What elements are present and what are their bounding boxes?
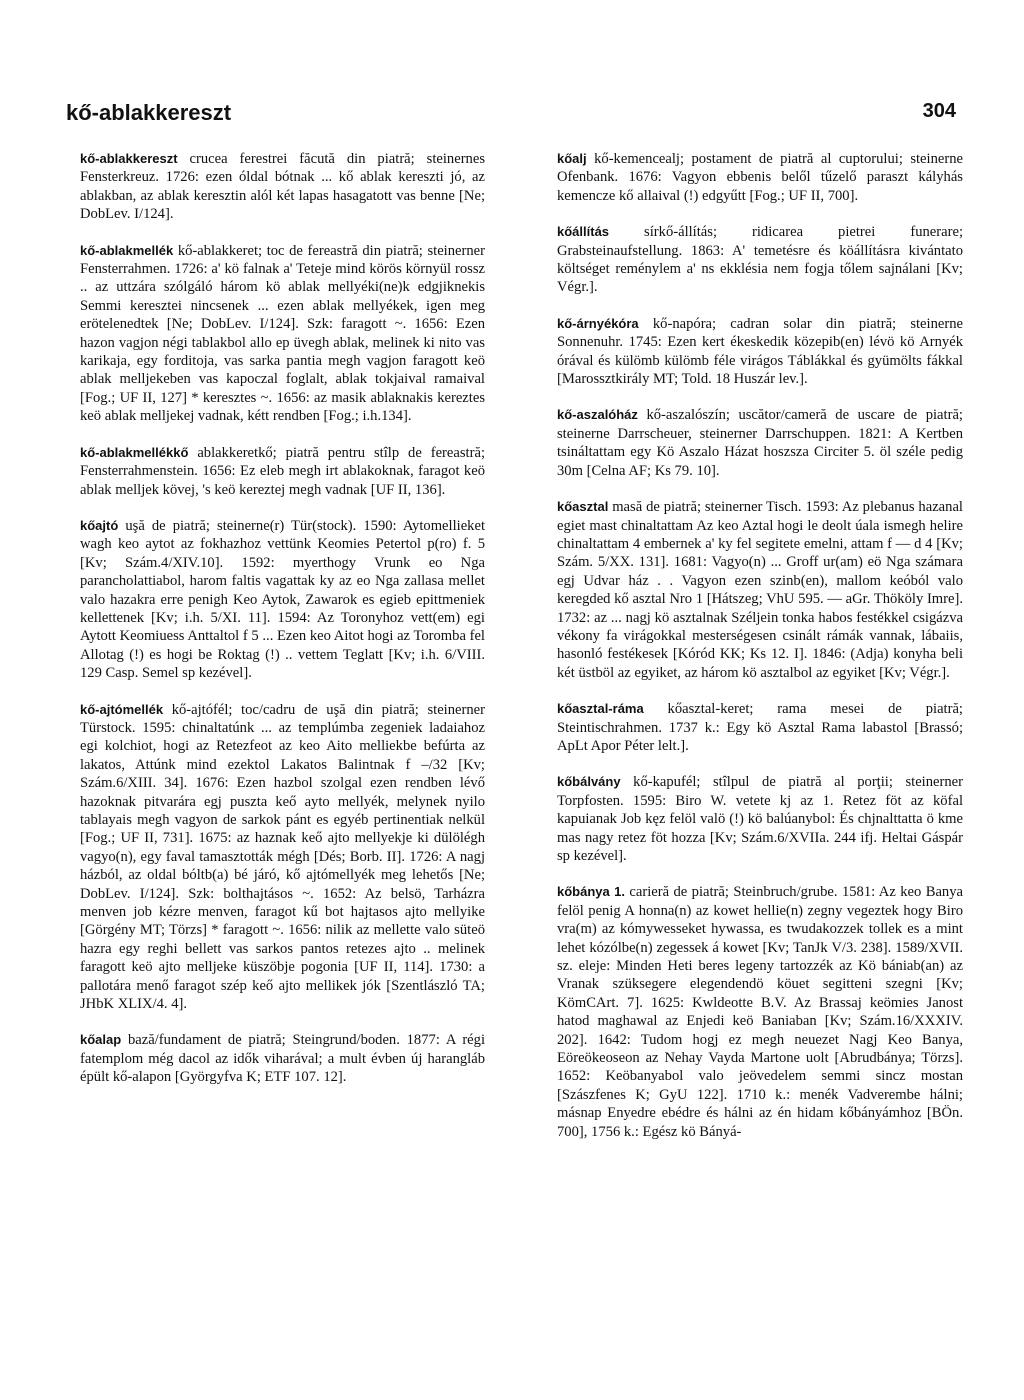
dictionary-entry [80, 701, 485, 1014]
entry-headword: kőalap [80, 1032, 122, 1048]
entry-headword: kőállítás [557, 224, 610, 240]
entry-text: kő-kemencealj; postament de piatră al cuptorului; steinerne Ofenbank. 1676: Vagyon ebbenis belől tűzelő paraszt kályhás kemencze kő allaival (!) edgyűtt [Fog.; UF II, 700]. [557, 151, 963, 204]
entry-headword: kő-ablakkereszt [80, 151, 178, 166]
dictionary-entry [557, 883, 963, 1141]
dictionary-entry [557, 406, 963, 480]
entry-headword: kőasztal [557, 499, 609, 515]
entry-text: kő-ajtófél; toc/cadru de uşă din piatră; steinerner Türstock. 1595: chinaltatúnk ... az templúmba zegeniek ladaiahoz egi kolchiot, hogi az Retezfeot az keo Aito melliekbe befúrta az lakatos, Attúnk mind ezektol Lakatos Balintnak f –/32 [Kv; Szám.6/XIII. 34]. 1676: Ezen hazbol szolgal ezen rendben lévő hazoknak pitvarára egj puszta keő ayto mellyék, melynek nyilo tablayais megh vagyon de sarkok pánt es egyéb pertinentiak nelkül [Fog.; UF II, 731]. 1675: az haznak keő ajto mellyekje ki dülölégh vagyo(n), egy faval tamasztották mégh [Dés; Borb. II]. 1726: A nagj házból, az oldal bóltb(a) bé járó, kő ajtómellyék meg lehetős [Ne; DobLev. I/124]. Szk: bolthajtásos ~. 1652: Az belsö, Tarházra menven job kézre menven, faragot kű bot hajtasos ajto mellyike [Görgény MT; Törzs] * faragott ~. 1656: nilik az mellette valo süteö hazra egy reghi bellett vas sarkos pantos retezes ajto .. melinek faragott keö ajto melljeke küszöbje pogonia [UF II, 114]. 1730: a pallotára menő faragot szép keő ajto mellikek jók [Szentlászló TA; JHbK XLIX/4. 4]. [80, 701, 485, 1013]
entry-text: sírkő-állítás; ridicarea pietrei funerare; Grabsteinaufstellung. 1863: A' temetésre és köállításra kivántato költséget reménylem a' ns ekklésia nem fogja tőlem sajnálani [Kv; Végr.]. [557, 224, 963, 296]
entry-headword: kő-ajtómellék [80, 701, 164, 717]
entry-text: masă de piatră; steinerner Tisch. 1593: Az plebanus hazanal egiet mast chinaltattam Az keo Aztal hogi le deolt úala ismegh helire chinaltattam 4 embernek a' ky fel segitete emelni, attam f — d 4 [Kv; Szám. 5/XX. 131]. 1681: Vagyo(n) ... Groff ur(am) eö Nga számara egj Udvar ház . . Vagyon ezen szinb(en), mallom keóból valo keregded kő asztal Nro 1 [Hátszeg; VhU 595. — aGr. Thököly Imre]. 1732: az ... nagj kö asztalnak Széljein tonka habos festékkel csigázva vékony fa virágokkal mesterségesen csinált rámák vannak, lábaiis, hasonló festékesek [Kóród KK; Ks 12. I]. 1846: (Adja) konyha beli két üstböl az egyiket, az három kö asztalbol az egyiket [Kv; Végr.]. [557, 499, 963, 681]
entry-text: uşă de piatră; steinerne(r) Tür(stock). 1590: Aytomellieket wagh keo aytot az fokhazhoz vettünk Keomies Petertol p(ro) f. 5 [Kv; Szám.4/XIV.10]. 1592: myerthogy Vrunk eo Nga parancholattiabol, harom faltis vagattak ky az eo Nga zallasa mellet valo hazakra erre penigh Keo Aytok, Zawarok es egieb epittmeniek kellettenek [Kv; i.h. 5/XI. 11]. 1594: Az Toronyhoz vett(em) egi Aytott Keomiuess Anttaltol f 5 ... Ezen keo Aitot hogi az Toromba fel Allotag (!) es hogi be Roktag (!) .. vettem Teglatt [Kv; i.h. 6/VIII. 129 Casp. Semel sp kezével]. [80, 517, 485, 682]
dictionary-entry [557, 700, 963, 755]
entry-text: kőasztal-keret; rama mesei de piatră; Steintischrahmen. 1737 k.: Egy kö Asztal Rama labastol [Brassó; ApLt Apor Péter lelt.]. [557, 701, 963, 754]
entry-headword: kőalj [557, 151, 587, 166]
entry-text: ablakkeretkő; piatră pentru stîlp de fereastră; Fensterrahmenstein. 1656: Ez eleb megh irt ablakoknak, faragot keö ablak melljek kövej, 's keö kereztej megh vadnak [UF II, 136]. [80, 444, 485, 498]
dictionary-entry [557, 223, 963, 297]
left-column [80, 150, 485, 1105]
dictionary-entry [80, 517, 485, 683]
entry-headword: kő-ablakmellék [80, 242, 174, 258]
entry-headword: kőasztal-ráma [557, 701, 644, 717]
entry-headword: kőajtó [80, 517, 119, 533]
entry-headword: kő-ablakmellékkő [80, 444, 189, 460]
entry-text: kő-ablakkeret; toc de fereastră din piatră; steinerner Fensterrahmen. 1726: a' kö falnak a' Teteje mind körös környül rossz .. az uttzára szólgáló három kö ablak mellyéki(ne)k edgjiknekis Semmi keresztei nincsenek ... ezen ablak mellyékek, igen meg erötelenedtek [Ne; DobLev. I/124]. Szk: faragott ~. 1656: Ezen hazon vagjon négi tablakbol allo ep üvegh ablak, melinek ki nito vas karikaja, egy forditoja, vas sarka pantia megh vagjon faragott keö ablak melljekeben vas kapoczal foglalt, ablak tokjaival ramaival [Fog.; UF II, 127] * keresztes ~. 1656: az masik ablaknakis kereztes keö ablak melljekej vadnak, kétt rendben [Fog.; i.h.134]. [80, 242, 485, 425]
entry-text: kő-napóra; cadran solar din piatră; steinerne Sonnenuhr. 1745: Ezen kert ékeskedik közepib(en) lévö kö Arnyék órával és külömb külömb féle virágos Táblákkal és gyümölts fákkal [Marossztkirály MT; Told. 18 Huszár lev.]. [557, 315, 963, 388]
page-header [66, 100, 956, 130]
dictionary-entry [80, 444, 485, 499]
dictionary-entry [80, 1031, 485, 1086]
entry-headword: kőbánya 1. [557, 884, 625, 900]
dictionary-entry [557, 315, 963, 389]
entry-text: bază/fundament de piatră; Steingrund/boden. 1877: A régi fatemplom még dacol az idők viharával; a mult évben új harangláb épült kő-alapon [Györgyfva K; ETF 107. 12]. [80, 1032, 486, 1086]
dictionary-entry [80, 150, 485, 224]
entry-headword: kő-aszalóház [557, 407, 638, 423]
dictionary-entry [80, 242, 485, 426]
page-number: 304 [922, 100, 956, 122]
dictionary-entry [557, 773, 963, 865]
entry-text: carieră de piatră; Steinbruch/grube. 1581: Az keo Banya felöl penig A honna(n) az kowet hellie(n) zegny vegeztek hogy Biro vra(m) az kómywesseket hywassa, es twudakozzek tollek es a mint lehet kózólbe(n) zegessek á kowet [Kv; TanJk V/3. 238]. 1589/XVII. sz. eleje: Minden Heti beres legeny tartozzék az Kö bániab(an) az Vranak szüksegere elegendendö köuet segitteni szegni [Kv; KömCArt. 7]. 1625: Kwldeotte B.V. Az Brassaj keömies Janost hatod maghawal az Enjedi keö Baniaban [Kv; Szám.16/XXXIV. 202]. 1642: Tudom hogj ez megh neuezet Nagj Keo Banya, Eöreökeoseon az Nehay Vayda Martone uolt [Abrudbánya; Törzs]. 1652: Keöbanyabol valo jeövedelem semmi sincz mostan [Szászfenes K; GyU 122]. 1710 k.: menék Vadverembe hálni; másnap Enyedre ebédre és hálni az én hidam kőbányámhoz [BÖn. 700], 1756 k.: Egész kö Bányá- [557, 884, 963, 1140]
right-column [557, 150, 963, 1159]
entry-headword: kő-árnyékóra [557, 315, 639, 331]
dictionary-entry [557, 150, 963, 205]
running-head: kő-ablakkereszt [66, 100, 232, 125]
entry-headword: kőbálvány [557, 774, 621, 790]
entry-text: kő-kapufél; stîlpul de piatră al porţii; steinerner Torpfosten. 1595: Biro W. vetete kj az 1. Retez föt az köfal kapuianak Job kęz felöl valö (!) kö balúanybol: És chjnalttatta ö kme mas nagy retez föt hozza [Kv; Szám.6/XVIIa. 244 ifj. Heltai Gáspár sp kezével]. [557, 774, 963, 864]
entry-text: kő-aszalószín; uscător/cameră de uscare de piatră; steinerne Darrscheuer, steinerner Darrschuppen. 1821: A Kertben tsináltattam egy Kö Aszalo Házat hoszsza Circiter 5. öl széle pedig 30m [Celna AF; Ks 79. 10]. [557, 407, 963, 479]
dictionary-entry [557, 498, 963, 682]
entry-text: crucea ferestrei făcută din piatră; steinernes Fensterkreuz. 1726: ezen óldal bótnak ... kő ablak kereszti jó, az ablakban, az ablak keresztin alól két lapas hasagatott vas benne [Ne; DobLev. I/124]. [80, 151, 486, 223]
